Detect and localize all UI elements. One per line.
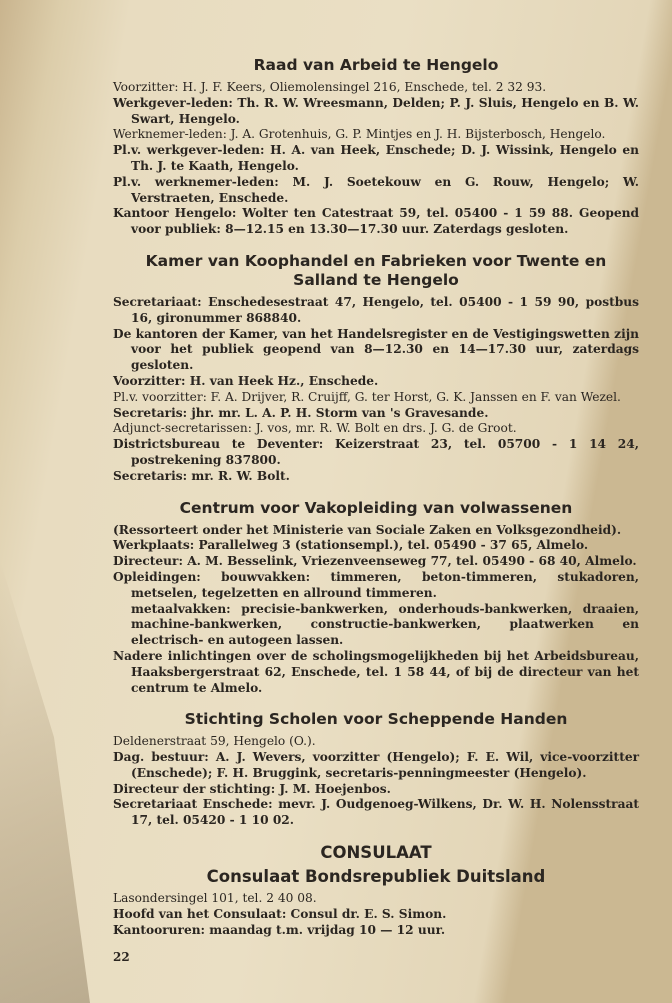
entry-line: Lasondersingel 101, tel. 2 40 08. — [113, 891, 317, 906]
entry-line: Districtsbureau te Deventer: Keizerstraat 23, tel. 05700 - 1 14 24, postrekening 837800. — [113, 437, 639, 467]
entry-line: Secretaris: jhr. mr. L. A. P. H. Storm van 's Gravesande. — [113, 405, 489, 420]
entry-line: Dag. bestuur: A. J. Wevers, voorzitter (Hengelo); F. E. Wil, vice-voorzitter (Enschede); F. H. Bruggink, secretaris-penningmeester (Hengelo). — [113, 750, 639, 780]
consulaat-subheading: Consulaat Bondsrepubliek Duitsland — [206, 867, 546, 887]
page-number: 22 — [113, 950, 130, 964]
entry-line: De kantoren der Kamer, van het Handelsregister en de Vestigingswetten zijn voor het publiek geopend van 8—12.30 en 14—17.30 uur, zaterdags gesloten. — [113, 326, 639, 373]
entry-line: Pl.v. werkgever-leden: H. A. van Heek, Enschede; D. J. Wissink, Hengelo en Th. J. te Kaath, Hengelo. — [113, 143, 639, 173]
entry-line: Pl.v. werknemer-leden: M. J. Soetekouw en G. Rouw, Hengelo; W. Verstraeten, Enschede. — [113, 174, 639, 205]
entry-line: Werknemer-leden: J. A. Grotenhuis, G. P. Mintjes en J. H. Bijsterbosch, Hengelo. — [113, 127, 606, 142]
entry-line: metaalvakken: precisie-bankwerken, onderhouds-bankwerken, draaien, machine-bankwerken, constructie-bankwerken, plaatwerken en electrisch- en autogeen lassen. — [131, 601, 639, 648]
section-stichting-scholen — [113, 710, 639, 829]
entry-line: Directeur: A. M. Besselink, Vriezenveenseweg 77, tel. 05490 - 68 40, Almelo. — [113, 554, 637, 569]
section-title: Kamer van Koophandel en Fabrieken voor Twente en Salland te Hengelo — [145, 251, 607, 289]
entry-line: Secretaris: mr. R. W. Bolt. — [113, 468, 290, 483]
entry-line: Adjunct-secretarissen: J. vos, mr. R. W. Bolt en drs. J. G. de Groot. — [113, 421, 517, 436]
entry-line: Hoofd van het Consulaat: Consul dr. E. S. Simon. — [113, 906, 447, 921]
entry-line: Voorzitter: H. J. F. Keers, Oliemolensingel 216, Enschede, tel. 2 32 93. — [113, 80, 547, 94]
entry-line: Directeur der stichting: J. M. Hoejenbos. — [113, 781, 391, 796]
entry-line: Pl.v. voorzitter: F. A. Drijver, R. Cruijff, G. ter Horst, G. K. Janssen en F. van Wezel. — [113, 389, 621, 404]
consulaat-heading: CONSULAAT — [320, 843, 432, 863]
section-raad-van-arbeid — [113, 56, 639, 238]
entry-line: Deldenerstraat 59, Hengelo (O.). — [113, 734, 316, 749]
entry-line: Werkgever-leden: Th. R. W. Wreesmann, Delden; P. J. Sluis, Hengelo en B. W. Swart, Hengelo. — [113, 95, 639, 126]
entry-line: Secretariaat Enschede: mevr. J. Oudgenoeg-Wilkens, Dr. W. H. Nolensstraat 17, tel. 05420 - 1 10 02. — [113, 797, 639, 828]
section-consulaat — [113, 843, 639, 938]
page-content — [113, 56, 639, 952]
entry-line: Kantoor Hengelo: Wolter ten Catestraat 59, tel. 05400 - 1 59 88. Geopend voor publiek: 8—12.15 en 13.30—17.30 uur. Zaterdags gesloten. — [113, 206, 639, 237]
entry-line: Voorzitter: H. van Heek Hz., Enschede. — [113, 373, 379, 388]
entry-line: Nadere inlichtingen over de scholingsmogelijkheden bij het Arbeidsbureau, Haaksbergerstraat 62, Enschede, tel. 1 58 44, of bij de directeur van het centrum te Almelo. — [113, 648, 639, 695]
section-centrum-vakopleiding — [113, 499, 639, 697]
section-title: Raad van Arbeid te Hengelo — [253, 56, 499, 74]
entry-line: (Ressorteert onder het Ministerie van Sociale Zaken en Volksgezondheid). — [113, 522, 622, 537]
section-kamer-van-koophandel — [113, 252, 639, 485]
section-title: Centrum voor Vakopleiding van volwassenen — [179, 498, 573, 517]
entry-line: Kantooruren: maandag t.m. vrijdag 10 — 12 uur. — [113, 922, 446, 937]
entry-line: Secretariaat: Enschedesestraat 47, Hengelo, tel. 05400 - 1 59 90, postbus 16, gironummer 868840. — [113, 294, 639, 325]
entry-line: Opleidingen: bouwvakken: timmeren, beton-timmeren, stukadoren, metselen, tegelzetten en allround timmeren. — [113, 569, 639, 600]
section-title: Stichting Scholen voor Scheppende Handen — [184, 710, 568, 729]
entry-line: Werkplaats: Parallelweg 3 (stationsempl.), tel. 05490 - 37 65, Almelo. — [113, 538, 589, 553]
